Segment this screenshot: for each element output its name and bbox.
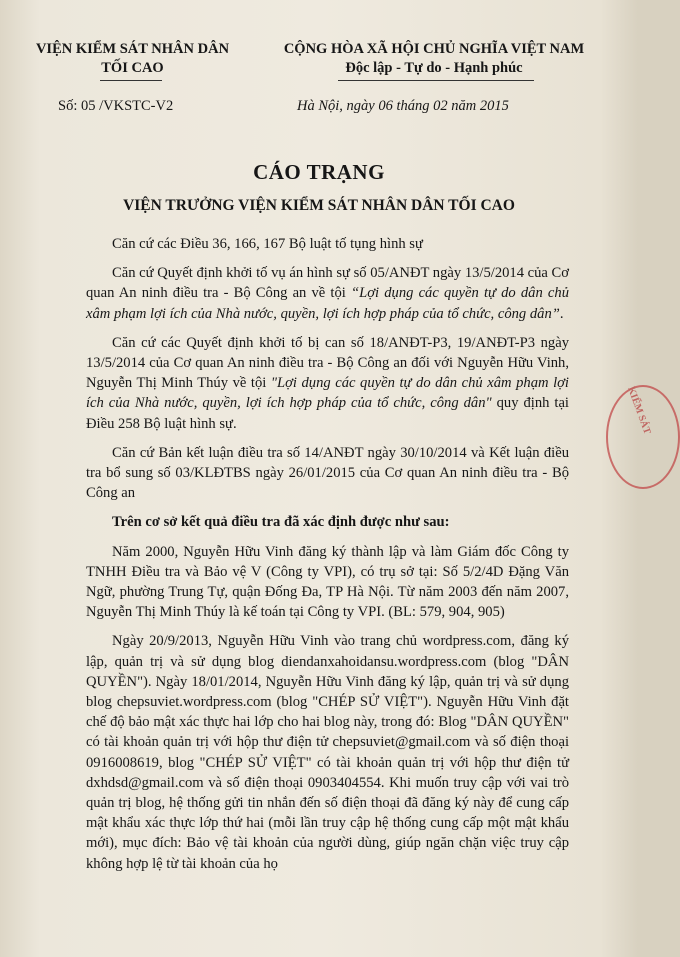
p3-text: Căn cứ các Quyết định khởi tố bị can số 18/ANĐT-P3, 19/ANĐT-P3 ngày 13/5/2014 của Cơ quan An ninh điều tra - Bộ Công an đối với Nguyễn Hữu Vinh, Nguyễn Thị Minh Thúy về tội bbox=[86, 334, 569, 392]
nation-line-1: CỘNG HÒA XÃ HỘI CHỦ NGHĨA VIỆT NAM bbox=[283, 41, 585, 57]
p3-end: quy định tại Điều 258 Bộ luật hình sự. bbox=[86, 395, 569, 432]
org-underline bbox=[100, 80, 162, 81]
paragraph-blogs: Ngày 20/9/2013, Nguyễn Hữu Vinh vào trang chủ wordpress.com, đăng ký lập, quản trị và sử dụng blog diendanxahoidansu.wordpress.com (blog "DÂN QUYỀN"). Ngày 18/01/2014, Nguyễn Hữu Vinh đăng ký lập, quản trị và sử dụng blog chepsuviet.wordpress.com (blog "CHÉP SỬ VIỆT"). Nguyễn Hữu Vinh đặt chế độ bảo mật xác thực hai lớp cho hai blog này, trong đó: Blog "DÂN QUYỀN" có tài khoản quản trị với hộp thư điện tử chepsuviet@gmail.com và số điện thoại 0916008619, blog "CHÉP SỬ VIỆT" có tài khoản quản trị với hộp thư điện tử dxhdsd@gmail.com và số điện thoại 0903404554. Khi muốn truy cập với vai trò quản trị blog, hệ thống gửi tin nhắn đến số điện thoại đã đăng ký này để cung cấp mật khẩu xác thực lớp thứ hai (mỗi lần truy cập hệ thống cung cấp một mật khẩu mới), mục đích: Bảo vệ tài khoản của người dùng, giúp ngăn chặn việc truy cập không hợp lệ từ tài khoản của họ bbox=[86, 633, 569, 872]
motto-underline bbox=[338, 80, 534, 81]
p3-charge: "Lợi dụng các quyền tự do dân chủ xâm phạm lợi ích của Nhà nước, quyền, lợi ích hợp pháp của tổ chức, công dân" bbox=[86, 375, 569, 412]
nation-line-2: Độc lập - Tự do - Hạnh phúc bbox=[345, 60, 523, 76]
issuing-organization bbox=[20, 40, 245, 78]
paragraph-investigation-conclusion: Căn cứ Bản kết luận điều tra số 14/ANĐT ngày 30/10/2014 và Kết luận điều tra bổ sung số 03/KLĐTBS ngày 26/01/2015 của Cơ quan An ninh điều tra - Bộ Công an bbox=[86, 444, 569, 502]
paragraph-legal-basis: Căn cứ các Điều 36, 166, 167 Bộ luật tố tụng hình sự bbox=[112, 236, 423, 252]
paragraph-case-decision bbox=[86, 263, 569, 324]
p2-text: Căn cứ Quyết định khởi tố vụ án hình sự số 05/ANĐT ngày 13/5/2014 của Cơ quan An ninh điều tra - Bộ Công an về tội bbox=[86, 265, 570, 302]
p2-end: . bbox=[559, 305, 564, 322]
org-line-2: TỐI CAO bbox=[101, 60, 164, 76]
document-number: Số: 05 /VKSTC-V2 bbox=[58, 98, 174, 114]
document-title: CÁO TRẠNG bbox=[253, 160, 385, 184]
p2-charge: “Lợi dụng các quyền tự do dân chủ xâm phạm lợi ích của Nhà nước, quyền, lợi ích hợp pháp của tổ chức, công dân” bbox=[86, 285, 569, 322]
document-body bbox=[86, 234, 569, 883]
paragraph-defendant-decision bbox=[86, 333, 569, 434]
document-subtitle: VIỆN TRƯỞNG VIỆN KIỂM SÁT NHÂN DÂN TỐI CAO bbox=[123, 197, 515, 214]
stamp-text: KIỂM SÁT bbox=[625, 385, 653, 436]
issue-date: Hà Nội, ngày 06 tháng 02 năm 2015 bbox=[297, 98, 509, 114]
paragraph-findings-heading: Trên cơ sở kết quả điều tra đã xác định được như sau: bbox=[112, 514, 450, 531]
national-motto bbox=[240, 40, 628, 78]
official-seal-stamp bbox=[606, 385, 680, 489]
paragraph-company: Năm 2000, Nguyễn Hữu Vinh đăng ký thành lập và làm Giám đốc Công ty TNHH Điều tra và Bảo vệ V (Công ty VPI), có trụ sở tại: Số 5/2/4D Đặng Văn Ngữ, phường Trung Tự, quận Đống Đa, TP Hà Nội. Từ năm 2003 đến năm 2007, Nguyễn Thị Minh Thúy là kế toán tại Công ty VPI. (BL: 579, 904, 905) bbox=[86, 543, 569, 621]
org-line-1: VIỆN KIỂM SÁT NHÂN DÂN bbox=[35, 41, 230, 57]
